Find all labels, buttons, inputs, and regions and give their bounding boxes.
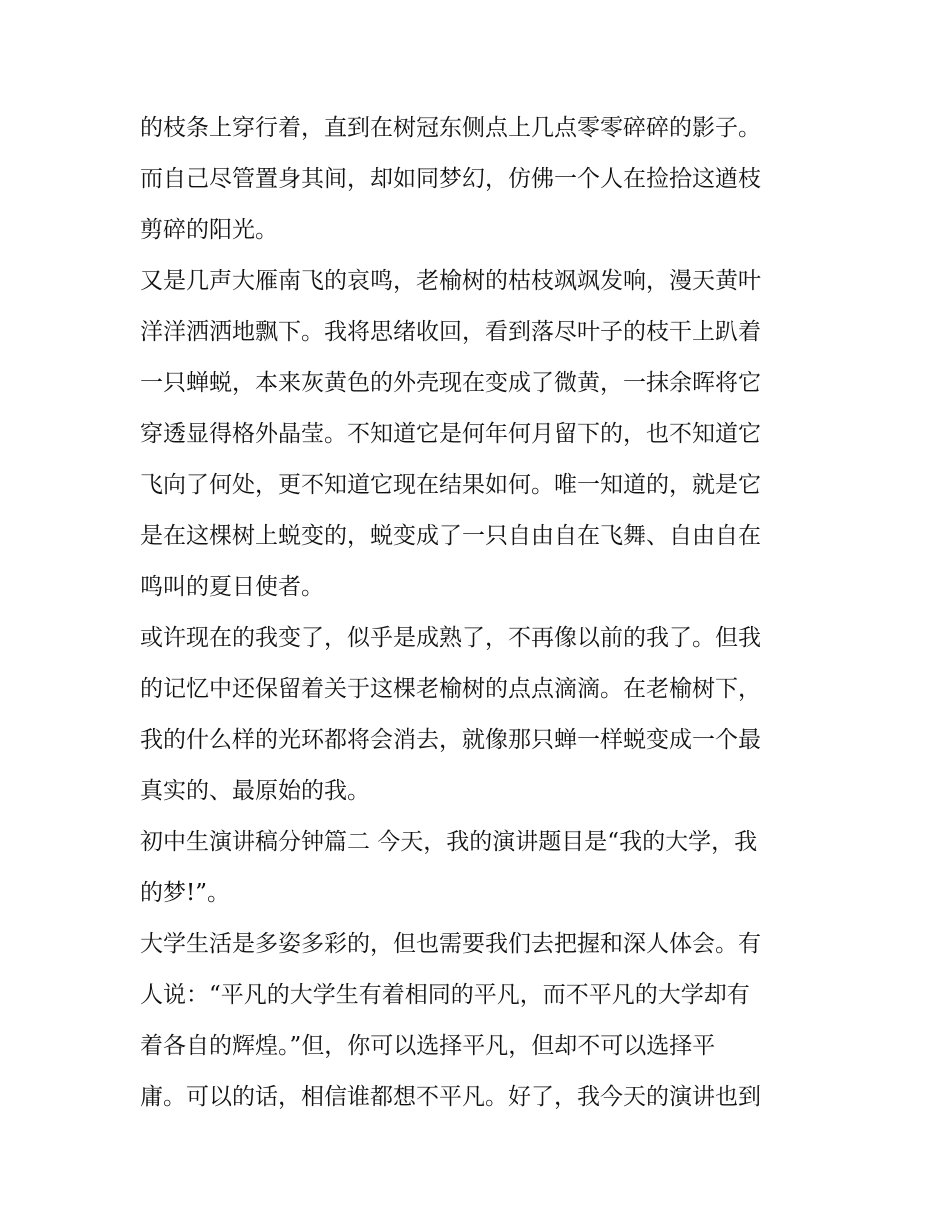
text-line: 初中生演讲稿分钟篇二 今天，我的演讲题目是“我的大学，我 <box>140 829 758 855</box>
text-line: 大学生活是多姿多彩的，但也需要我们去把握和深人体会。有 <box>140 931 761 957</box>
text-line: 一只蝉蜕，本来灰黄色的外壳现在变成了微黄，一抹余晖将它 <box>140 370 761 396</box>
text-line: 飞向了何处，更不知道它现在结果如何。唯一知道的，就是它 <box>140 472 761 498</box>
text-line: 的梦!”。 <box>140 880 231 906</box>
text-line: 鸣叫的夏日使者。 <box>140 574 324 600</box>
text-line: 是在这棵树上蜕变的，蜕变成了一只自由自在飞舞、自由自在 <box>140 523 761 549</box>
text-line: 而自己尽管置身其间，却如同梦幻，仿佛一个人在捡拾这遒枝 <box>140 166 761 192</box>
text-line: 的枝条上穿行着，直到在树冠东侧点上几点零零碎碎的影子。 <box>140 115 761 141</box>
text-line: 我的什么样的光环都将会消去，就像那只蝉一样蜕变成一个最 <box>140 727 761 753</box>
text-line: 穿透显得格外晶莹。不知道它是何年何月留下的，也不知道它 <box>140 421 761 447</box>
text-line: 洋洋洒洒地飘下。我将思绪收回，看到落尽叶子的枝干上趴着 <box>140 319 761 345</box>
text-line: 人说：“平凡的大学生有着相同的平凡，而不平凡的大学却有 <box>140 982 750 1008</box>
text-line: 剪碎的阳光。 <box>140 217 278 243</box>
text-line: 或许现在的我变了，似乎是成熟了，不再像以前的我了。但我 <box>140 625 761 651</box>
text-line: 庸。可以的话，相信谁都想不平凡。好了，我今天的演讲也到 <box>140 1084 761 1110</box>
text-line: 的记忆中还保留着关于这棵老榆树的点点滴滴。在老榆树下， <box>140 676 761 702</box>
body-text <box>140 103 830 1123</box>
text-line: 真实的、最原始的我。 <box>140 778 370 804</box>
text-line: 又是几声大雁南飞的哀鸣，老榆树的枯枝飒飒发响，漫天黄叶 <box>140 268 761 294</box>
text-line: 着各自的辉煌。”但，你可以选择平凡，但却不可以选择平 <box>140 1033 716 1059</box>
